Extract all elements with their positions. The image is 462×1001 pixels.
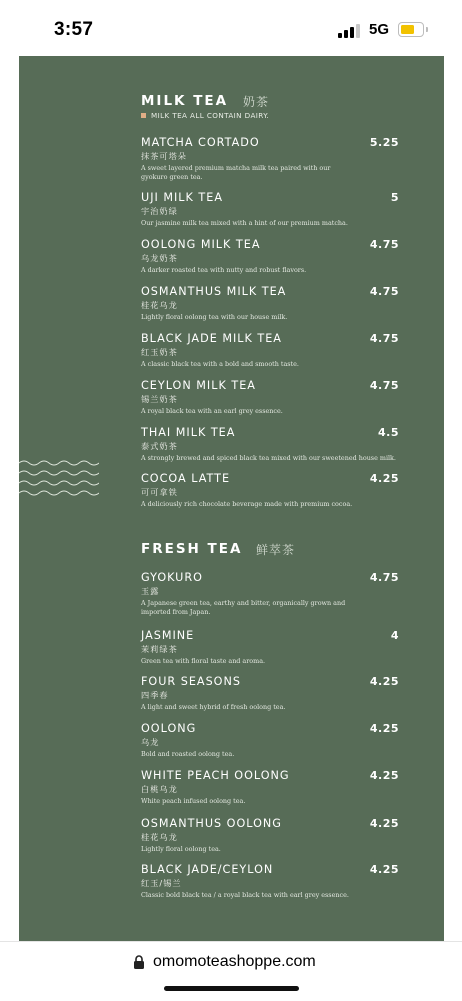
item-description: A sweet layered premium matcha milk tea paired with our gyokuro green tea.	[141, 164, 331, 181]
menu-item	[141, 817, 399, 854]
fresh-tea-title: FRESH TEA	[141, 541, 243, 557]
item-name-cn: 锡兰奶茶	[141, 394, 178, 404]
menu-item	[141, 571, 399, 617]
menu-item	[141, 136, 399, 182]
item-name: FOUR SEASONS	[141, 675, 241, 688]
menu-item	[141, 675, 399, 712]
item-description: A deliciously rich chocolate beverage made with premium cocoa.	[141, 500, 353, 508]
wave-decoration-icon	[19, 458, 99, 502]
menu-item	[141, 285, 399, 322]
item-price: 4.25	[369, 769, 399, 782]
milk-tea-title-cn: 奶茶	[243, 95, 270, 109]
item-description: A classic black tea with a bold and smooth taste.	[141, 360, 299, 368]
status-bar	[0, 0, 462, 56]
item-description: Our jasmine milk tea mixed with a hint of our premium matcha.	[141, 219, 348, 227]
item-description: A light and sweet hybrid of fresh oolong tea.	[141, 703, 286, 711]
menu-item	[141, 332, 399, 369]
item-name-cn: 宇治奶绿	[141, 206, 178, 216]
item-name-cn: 桂花乌龙	[141, 832, 178, 842]
item-price: 4.25	[369, 675, 399, 688]
item-name: BLACK JADE MILK TEA	[141, 332, 282, 345]
item-price: 4.75	[369, 571, 399, 584]
item-name-cn: 茉莉绿茶	[141, 644, 178, 654]
item-name-cn: 可可拿铁	[141, 487, 178, 497]
item-description: White peach infused oolong tea.	[141, 797, 246, 805]
item-description: Green tea with floral taste and aroma.	[141, 657, 266, 665]
item-name: JASMINE	[141, 629, 195, 642]
lock-icon	[133, 955, 145, 970]
menu-item	[141, 426, 399, 463]
item-name: OSMANTHUS OOLONG	[141, 817, 282, 830]
menu-item	[141, 238, 399, 275]
item-name-cn: 红玉/锡兰	[141, 878, 182, 888]
menu-item	[141, 769, 399, 806]
item-name: THAI MILK TEA	[141, 426, 236, 439]
item-name: OOLONG	[141, 722, 197, 735]
item-description: A royal black tea with an earl grey essence.	[141, 407, 283, 415]
url-text[interactable]: omomoteashoppe.com	[153, 953, 316, 970]
fresh-tea-title-cn: 鲜萃茶	[256, 543, 296, 557]
item-description: A darker roasted tea with nutty and robust flavors.	[141, 266, 307, 274]
item-description: Classic bold black tea / a royal black tea with earl grey essence.	[141, 891, 349, 899]
item-price: 4.75	[369, 379, 399, 392]
item-description: Lightly floral oolong tea.	[141, 845, 221, 853]
item-price: 4.25	[369, 722, 399, 735]
item-price: 4.25	[369, 472, 399, 485]
item-description: Bold and roasted oolong tea.	[141, 750, 235, 758]
item-description: Lightly floral oolong tea with our house milk.	[141, 313, 288, 321]
signal-icon	[338, 24, 364, 38]
battery-tip	[426, 27, 428, 32]
item-price: 4.75	[369, 332, 399, 345]
item-price: 4.75	[369, 285, 399, 298]
dairy-note	[141, 111, 269, 120]
note-marker	[141, 113, 146, 118]
item-name: GYOKURO	[141, 571, 203, 584]
item-name: WHITE PEACH OOLONG	[141, 769, 290, 782]
item-description: A strongly brewed and spiced black tea mixed with our sweetened house milk.	[141, 454, 396, 462]
status-time: 3:57	[54, 19, 94, 40]
item-name: OOLONG MILK TEA	[141, 238, 261, 251]
network-label: 5G	[369, 21, 390, 38]
item-name-cn: 泰式奶茶	[141, 441, 178, 451]
item-price: 4	[390, 629, 399, 642]
item-name-cn: 桂花乌龙	[141, 300, 178, 310]
item-name: OSMANTHUS MILK TEA	[141, 285, 287, 298]
menu-item	[141, 191, 399, 228]
item-name-cn: 乌龙奶茶	[141, 253, 178, 263]
item-name-cn: 红玉奶茶	[141, 347, 178, 357]
item-name-cn: 抹茶可塔朵	[141, 151, 187, 161]
menu-item	[141, 722, 399, 759]
item-name: BLACK JADE/CEYLON	[141, 863, 274, 876]
item-description: A Japanese green tea, earthy and bitter, organically grown and imported from Japan.	[141, 599, 346, 616]
browser-url-bar[interactable]	[0, 941, 462, 1001]
item-price: 5.25	[369, 136, 399, 149]
item-name: COCOA LATTE	[141, 472, 231, 485]
item-name: CEYLON MILK TEA	[141, 379, 256, 392]
dairy-note-text: MILK TEA ALL CONTAIN DAIRY.	[151, 111, 270, 120]
item-price: 4.25	[369, 817, 399, 830]
item-name-cn: 玉露	[141, 586, 160, 596]
item-name-cn: 白桃乌龙	[141, 784, 178, 794]
battery-icon	[398, 22, 424, 37]
item-name: MATCHA CORTADO	[141, 136, 260, 149]
menu-item	[141, 629, 399, 666]
item-name-cn: 四季春	[141, 690, 169, 700]
item-name: UJI MILK TEA	[141, 191, 223, 204]
menu-item	[141, 863, 399, 900]
milk-tea-title: MILK TEA	[141, 93, 229, 109]
item-price: 5	[390, 191, 399, 204]
item-price: 4.5	[378, 426, 399, 439]
home-indicator[interactable]	[164, 986, 299, 991]
item-price: 4.25	[369, 863, 399, 876]
menu-item	[141, 379, 399, 416]
menu-item	[141, 472, 399, 509]
item-price: 4.75	[369, 238, 399, 251]
item-name-cn: 乌龙	[141, 737, 160, 747]
